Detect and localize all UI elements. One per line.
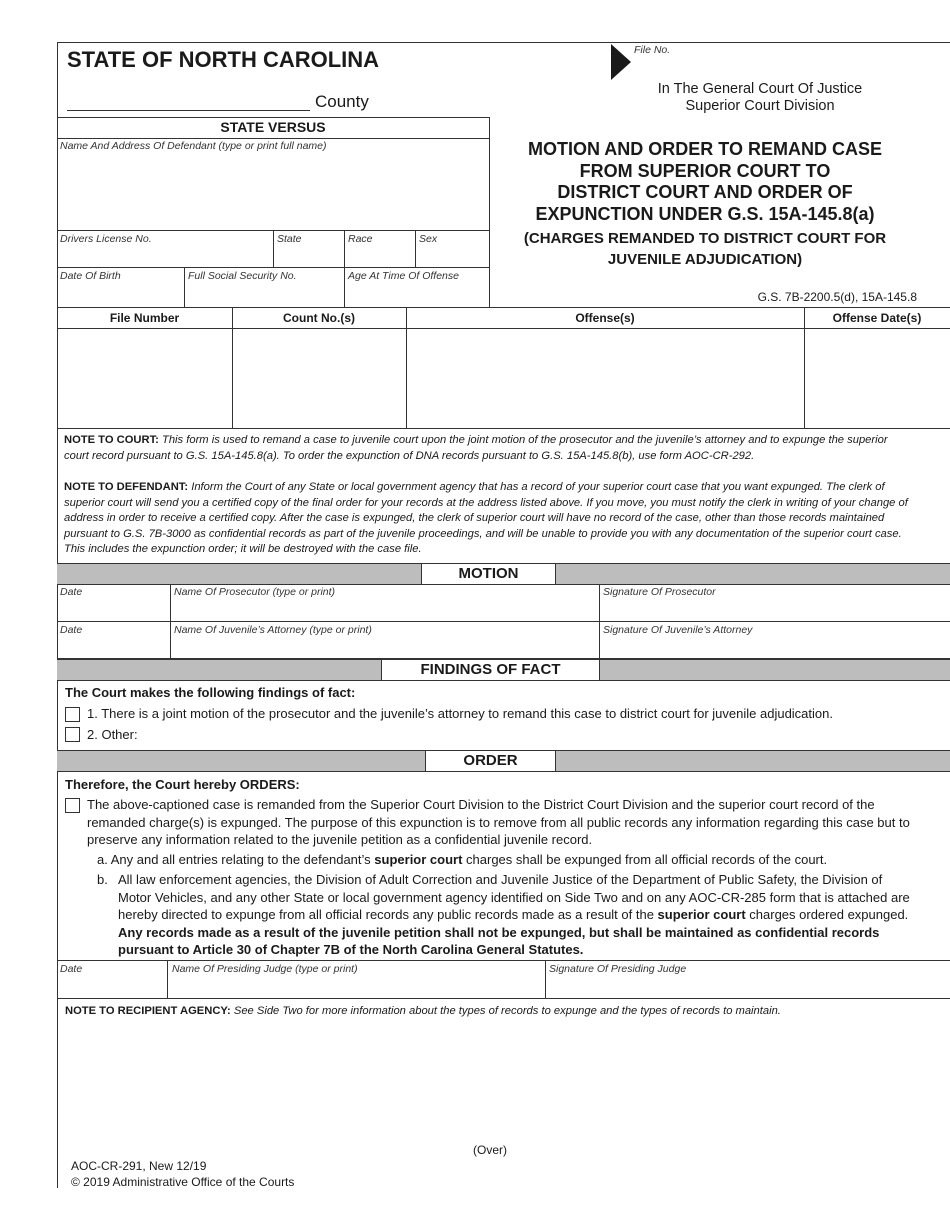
order-intro: Therefore, the Court hereby ORDERS:	[65, 777, 300, 792]
order-bar	[57, 750, 950, 772]
divider	[599, 584, 600, 658]
court-line-1: In The General Court Of Justice	[657, 81, 863, 97]
title-line-2: FROM SUPERIOR COURT TO	[579, 160, 831, 181]
court-line-2: Superior Court Division	[685, 98, 835, 114]
order-checkbox[interactable]	[65, 798, 80, 813]
copyright: © 2019 Administrative Office of the Courts	[71, 1175, 295, 1189]
note-to-court	[64, 433, 914, 464]
divider	[273, 230, 274, 267]
subtitle-line-2: JUVENILE ADJUDICATION)	[607, 251, 803, 268]
order-a-bold: superior court	[374, 852, 463, 867]
order-b-bold-2: Any records made as a result of the juvenile petition shall not be expunged, but shall be maintained as confidential records pursuant to Article 30 of Chapter 7B of the North Carolina General Statutes.	[118, 924, 880, 957]
attorney-date-label: Date	[60, 624, 83, 636]
form-subtitle	[490, 228, 920, 270]
title-line-4: EXPUNCTION UNDER G.S. 15A-145.8(a)	[535, 203, 875, 224]
note-to-recipient-label: NOTE TO RECIPIENT AGENCY:	[65, 1005, 231, 1017]
defendant-name-label: Name And Address Of Defendant (type or print full name)	[60, 140, 327, 152]
judge-date-label: Date	[60, 963, 83, 975]
note-to-recipient	[65, 1004, 925, 1020]
finding-2-checkbox[interactable]	[65, 727, 80, 742]
file-no-input[interactable]	[700, 48, 924, 72]
offense-dates-input[interactable]	[808, 332, 950, 428]
count-no-input[interactable]	[236, 332, 406, 428]
findings-heading: FINDINGS OF FACT	[381, 660, 600, 680]
offense-table-top	[57, 307, 950, 308]
finding-2-text: 2. Other:	[87, 727, 138, 742]
top-border	[57, 42, 950, 43]
dob-label: Date Of Birth	[60, 270, 121, 282]
title-line-1: MOTION AND ORDER TO REMAND CASE	[527, 139, 882, 159]
title-line-3: DISTRICT COURT AND ORDER OF	[557, 182, 853, 202]
order-main-text: The above-captioned case is remanded from the Superior Court Division to the District Court Division and the superior court record of the remanded charge(s) is expunged. The purpose of this expunction is to remove from all public records any information regarding this case but to preserve any information related to the juvenile petition as a confidential juvenile record.	[87, 797, 910, 847]
form-number: AOC-CR-291, New 12/19	[71, 1159, 207, 1173]
attorney-date-input[interactable]	[60, 639, 169, 658]
subtitle-line-1: (CHARGES REMANDED TO DISTRICT COURT FOR	[523, 230, 887, 247]
col-offenses: Offense(s)	[575, 311, 635, 325]
race-label: Race	[348, 233, 373, 245]
prosecutor-signature-label: Signature Of Prosecutor	[603, 586, 716, 598]
divider	[232, 307, 233, 428]
divider	[344, 230, 345, 307]
judge-name-label: Name Of Presiding Judge (type or print)	[172, 963, 358, 975]
ssn-label: Full Social Security No.	[188, 270, 297, 282]
state-title: STATE OF NORTH CAROLINA	[67, 47, 380, 72]
sex-label: Sex	[419, 233, 438, 245]
over-indicator: (Over)	[473, 1143, 507, 1157]
county-label: County	[315, 92, 369, 111]
judge-row-bottom	[57, 998, 950, 999]
finding-1-checkbox[interactable]	[65, 707, 80, 722]
attorney-signature-label: Signature Of Juvenile’s Attorney	[603, 624, 753, 636]
finding-1-text: 1. There is a joint motion of the prosecutor and the juvenile’s attorney to remand this case to district court for juvenile adjudication.	[87, 706, 833, 721]
order-b-mid: charges ordered expunged.	[745, 907, 909, 922]
note-to-defendant	[64, 480, 914, 558]
state-versus-line	[57, 138, 490, 139]
motion-bar	[57, 563, 950, 585]
judge-signature-label: Signature Of Presiding Judge	[549, 963, 687, 975]
prosecutor-name-label: Name Of Prosecutor (type or print)	[174, 586, 336, 598]
file-no-label: File No.	[634, 44, 671, 56]
col-count-no: Count No.(s)	[283, 311, 355, 325]
order-heading: ORDER	[425, 751, 556, 771]
divider	[167, 960, 168, 998]
col-offense-dates: Offense Date(s)	[832, 311, 922, 325]
defendant-name-input[interactable]	[60, 156, 489, 230]
state-versus: STATE VERSUS	[220, 119, 326, 135]
motion-heading: MOTION	[421, 564, 556, 584]
note-to-defendant-text: Inform the Court of any State or local government agency that has a record of your superior court case that you want expunged. The clerk of superior court will send you a certified copy of the final order for your records at the address listed above. If you move, you must notify the clerk in writing of your change of address in order to receive a certified copy. After the case is expunged, the clerk of superior court will have no record of the case, other than those records maintained pursuant to G.S. 7B-3000 as confidential records as part of the juvenile proceedings, and will be unable to provide you with any documentation of the superior court case. This includes the expunction order; it will be destroyed with the case file.	[64, 481, 908, 556]
prosecutor-date-input[interactable]	[60, 601, 169, 620]
divider	[804, 307, 805, 428]
order-item-b	[118, 871, 918, 959]
divider	[406, 307, 407, 428]
prosecutor-name-input[interactable]	[174, 601, 598, 620]
court-heading	[600, 81, 920, 115]
note-to-court-label: NOTE TO COURT:	[64, 434, 159, 446]
offense-header-line	[57, 328, 950, 329]
defendant-top-line	[57, 117, 490, 118]
motion-date-label: Date	[60, 586, 83, 598]
divider	[545, 960, 546, 998]
divider	[170, 584, 171, 658]
form-title	[490, 139, 920, 225]
offenses-input[interactable]	[410, 332, 804, 428]
statute-ref: G.S. 7B-2200.5(d), 15A-145.8	[757, 290, 917, 304]
motion-row-line	[57, 621, 950, 622]
note-to-recipient-text: See Side Two for more information about the types of records to expunge and the types of records to maintain.	[230, 1005, 781, 1017]
judge-row-top	[57, 960, 950, 961]
file-number-input[interactable]	[60, 332, 232, 428]
judge-date-input[interactable]	[60, 978, 166, 997]
findings-intro: The Court makes the following findings of fact:	[65, 685, 356, 700]
file-no-arrow-icon	[611, 44, 631, 80]
order-item-b-letter: b.	[97, 872, 108, 887]
dob-row-line	[57, 267, 490, 268]
attorney-name-label: Name Of Juvenile’s Attorney (type or print)	[174, 624, 372, 636]
county-input[interactable]	[67, 92, 311, 110]
findings-bar	[57, 659, 950, 681]
col-file-number: File Number	[109, 311, 180, 325]
note-to-court-text: This form is used to remand a case to juvenile court upon the joint motion of the prosecutor and the juvenile’s attorney and to expunge the superior court record pursuant to G.S. 15A-145.8(a). To order the expunction of DNA records pursuant to G.S. 15A-145.8(b), use form AOC-CR-292.	[64, 434, 888, 462]
order-b-pre: All law enforcement agencies, the Division of Adult Correction and Juvenile Justice of the Department of Public Safety, the Division of Motor Vehicles, and any other State or local government agency identified on Side Two and on any AOC-CR-285 form that is attached are hereby directed to expunge from all official records any public records made as a result of the	[118, 872, 910, 922]
offense-table-bottom	[57, 428, 950, 429]
dl-label: Drivers License No.	[60, 233, 152, 245]
judge-name-input[interactable]	[172, 978, 544, 997]
note-to-defendant-label: NOTE TO DEFENDANT:	[64, 481, 189, 493]
finding-other-input[interactable]	[150, 726, 914, 745]
order-a-pre: a. Any and all entries relating to the defendant’s	[97, 852, 375, 867]
order-a-post: charges shall be expunged from all official records of the court.	[462, 852, 828, 867]
age-label: Age At Time Of Offense	[348, 270, 459, 282]
dl-state-label: State	[277, 233, 302, 245]
order-item-a	[97, 851, 917, 869]
divider	[415, 230, 416, 267]
order-b-bold-1: superior court	[657, 907, 746, 922]
attorney-name-input[interactable]	[174, 639, 598, 658]
county-line	[67, 110, 310, 111]
divider	[184, 267, 185, 307]
left-border	[57, 42, 58, 1188]
